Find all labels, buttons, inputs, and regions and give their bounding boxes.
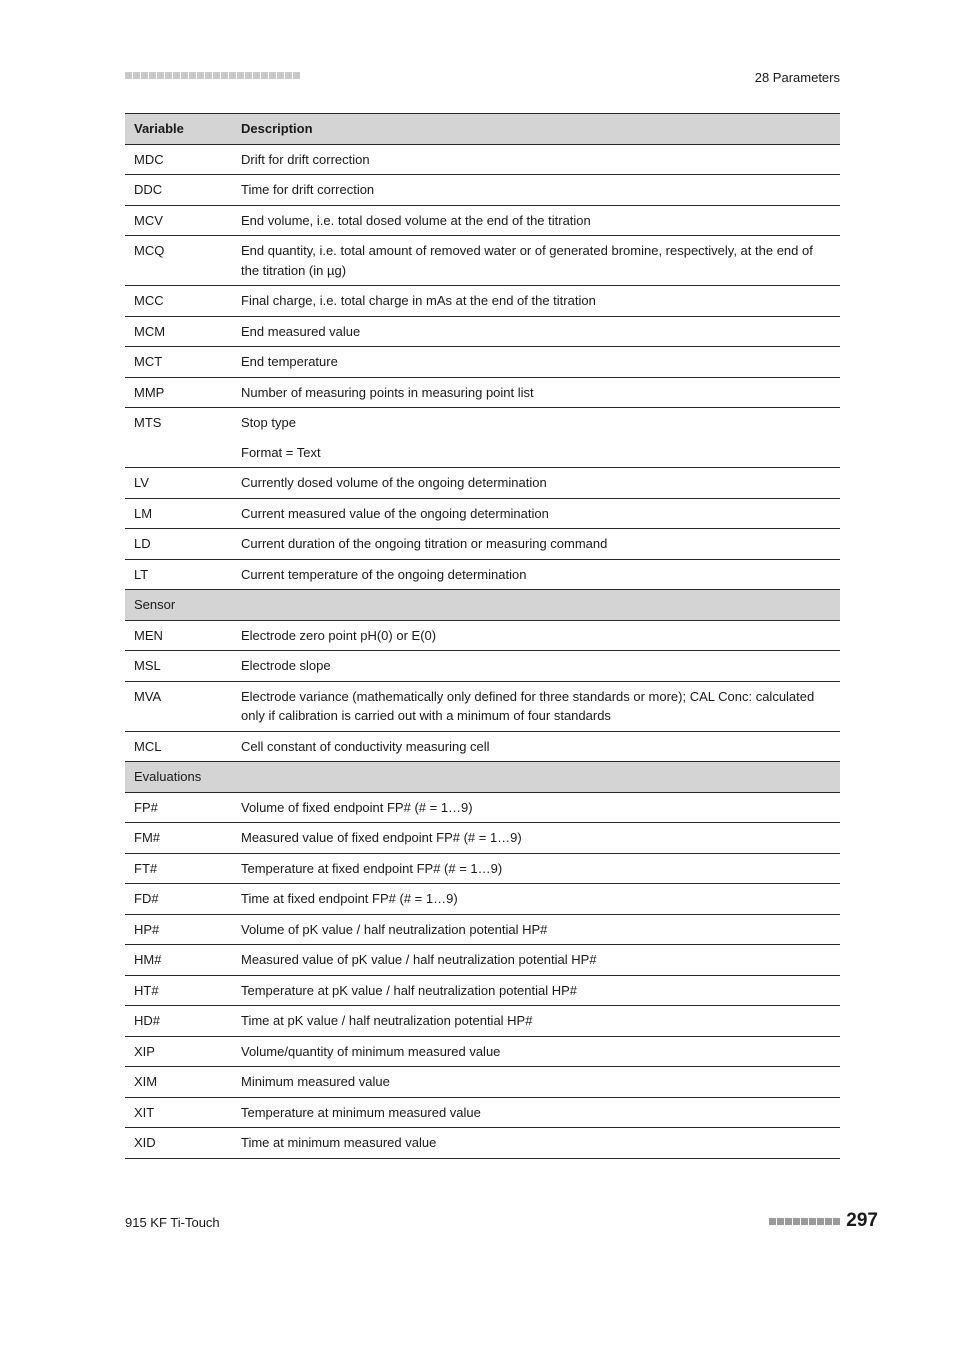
footer-page-info [769,1210,878,1232]
table-group-row [125,590,840,621]
decoration-square [277,72,284,79]
description-cell [232,316,840,347]
table-row [125,1036,840,1067]
description-cell [232,975,840,1006]
decoration-square [229,72,236,79]
decoration-square [165,72,172,79]
description-text: Currently dosed volume of the ongoing determination [241,475,547,490]
table-row [125,731,840,762]
variable-cell: MCM [125,316,232,347]
variable-cell: MSL [125,651,232,682]
description-text: Cell constant of conductivity measuring cell [241,738,490,754]
description-cell [232,651,840,682]
decoration-square [261,72,268,79]
group-label: Sensor [125,590,840,621]
description-text: Stop type [241,415,296,430]
table-row [125,620,840,651]
decoration-square [293,72,300,79]
footer-product-name: 915 KF Ti-Touch [125,1215,220,1230]
description-text: Temperature at fixed endpoint FP# (# = 1…9) [241,860,503,876]
table-row [125,792,840,823]
description-text: Number of measuring points in measuring point list [241,384,534,400]
description-cell [232,559,840,590]
table-row [125,1097,840,1128]
decoration-square [237,72,244,79]
column-header-variable: Variable [125,114,232,145]
variable-cell: FP# [125,792,232,823]
decoration-square [213,72,220,79]
decoration-square [157,72,164,79]
description-cell [232,205,840,236]
description-text: Current temperature of the ongoing determination [241,566,527,582]
table-row [125,1067,840,1098]
decoration-square [189,72,196,79]
decoration-square [769,1218,776,1225]
description-cell [232,408,840,468]
description-text: Time at pK value / half neutralization potential HP# [241,1013,533,1028]
table-row [125,175,840,206]
decoration-square [785,1218,792,1225]
decoration-square [133,72,140,79]
variable-cell: LM [125,498,232,529]
table-row [125,914,840,945]
decoration-square [285,72,292,79]
description-cell [232,945,840,976]
description-cell [232,498,840,529]
decoration-square [777,1218,784,1225]
variable-cell: MCV [125,205,232,236]
description-text: End temperature [241,354,338,369]
description-text: Volume of fixed endpoint FP# (# = 1…9) [241,799,473,815]
decoration-square [793,1218,800,1225]
variable-cell: FD# [125,884,232,915]
table-row [125,377,840,408]
decoration-square [205,72,212,79]
variable-cell: HT# [125,975,232,1006]
description-text: Drift for drift correction [241,151,370,167]
description-cell [232,175,840,206]
table-row [125,884,840,915]
decoration-square [825,1218,832,1225]
description-text: Time at minimum measured value [241,1135,437,1150]
table-row [125,236,840,286]
decoration-square [833,1218,840,1225]
table-row [125,205,840,236]
table-row [125,1128,840,1159]
description-cell [232,529,840,560]
description-cell [232,620,840,651]
description-text: Measured value of pK value / half neutralization potential HP# [241,952,597,967]
variable-cell: MCC [125,286,232,317]
table-row [125,823,840,854]
description-cell [232,1067,840,1098]
description-text: Electrode slope [241,658,331,673]
variable-cell: FM# [125,823,232,854]
table-row [125,408,840,468]
description-text: Volume of pK value / half neutralization potential HP# [241,921,548,937]
variable-cell: LT [125,559,232,590]
variable-cell: HD# [125,1006,232,1037]
variable-cell: XIP [125,1036,232,1067]
description-cell [232,377,840,408]
table-row [125,347,840,378]
description-text: Time at fixed endpoint FP# (# = 1…9) [241,891,458,906]
description-text: End volume, i.e. total dosed volume at the end of the titration [241,212,591,228]
description-text: Current duration of the ongoing titration or measuring command [241,536,608,551]
variable-cell: MDC [125,144,232,175]
variable-cell: MCT [125,347,232,378]
decoration-square [809,1218,816,1225]
group-label: Evaluations [125,762,840,793]
description-cell [232,1036,840,1067]
variable-cell: MMP [125,377,232,408]
variable-cell: FT# [125,853,232,884]
decoration-square [269,72,276,79]
description-text: End quantity, i.e. total amount of removed water or of generated bromine, respectively, at the end of the titration (in µg) [241,243,813,278]
table-group-row [125,762,840,793]
variable-cell: HP# [125,914,232,945]
variable-cell: MTS [125,408,232,468]
variable-cell: XID [125,1128,232,1159]
variable-cell: DDC [125,175,232,206]
table-row [125,498,840,529]
section-title: 28 Parameters [754,70,840,85]
variable-cell: MEN [125,620,232,651]
variable-cell: LD [125,529,232,560]
description-text: Final charge, i.e. total charge in mAs at the end of the titration [241,293,596,308]
decoration-square [149,72,156,79]
decoration-square [221,72,228,79]
table-row [125,144,840,175]
description-cell [232,1128,840,1159]
description-cell [232,1097,840,1128]
description-cell [232,884,840,915]
decoration-square [817,1218,824,1225]
description-cell [232,236,840,286]
description-cell [232,731,840,762]
decoration-square [801,1218,808,1225]
decoration-square [125,72,132,79]
decoration-square [173,72,180,79]
description-cell [232,914,840,945]
description-text: Current measured value of the ongoing determination [241,505,549,521]
column-header-description: Description [232,114,840,145]
description-note: Format = Text [241,444,321,460]
variable-cell: MVA [125,681,232,731]
table-row [125,853,840,884]
decoration-square [245,72,252,79]
table-row [125,681,840,731]
decoration-square [181,72,188,79]
description-cell [232,286,840,317]
table-row [125,945,840,976]
description-cell [232,347,840,378]
variable-cell: XIT [125,1097,232,1128]
table-row [125,559,840,590]
page-number: 297 [846,1210,878,1231]
table-row [125,529,840,560]
description-text: Time for drift correction [241,182,375,197]
decoration-square [197,72,204,79]
table-row [125,651,840,682]
description-text: Temperature at pK value / half neutralization potential HP# [241,982,578,998]
description-cell [232,823,840,854]
header-decoration [125,72,300,80]
footer-decoration [769,1218,840,1225]
description-cell [232,468,840,499]
table-row [125,468,840,499]
description-cell [232,144,840,175]
description-text: End measured value [241,323,361,339]
description-text: Minimum measured value [241,1074,390,1089]
variable-cell: HM# [125,945,232,976]
description-cell [232,792,840,823]
table-row [125,975,840,1006]
table-row [125,316,840,347]
description-cell [232,853,840,884]
table-body [125,144,840,1158]
description-text: Electrode zero point pH(0) or E(0) [241,627,437,643]
variable-cell: XIM [125,1067,232,1098]
variable-cell: LV [125,468,232,499]
table-row [125,1006,840,1037]
decoration-square [253,72,260,79]
description-text: Temperature at minimum measured value [241,1104,481,1120]
parameters-table [125,113,840,1159]
decoration-square [141,72,148,79]
table-header-row [125,114,840,145]
table-row [125,286,840,317]
variable-cell: MCQ [125,236,232,286]
description-text: Measured value of fixed endpoint FP# (# = 1…9) [241,830,522,845]
description-cell [232,1006,840,1037]
variable-cell: MCL [125,731,232,762]
description-text: Volume/quantity of minimum measured value [241,1043,501,1059]
description-text: Electrode variance (mathematically only defined for three standards or more); CAL Conc: calculated only if calibration is carried out with a minimum of four standards [241,688,815,723]
description-cell [232,681,840,731]
